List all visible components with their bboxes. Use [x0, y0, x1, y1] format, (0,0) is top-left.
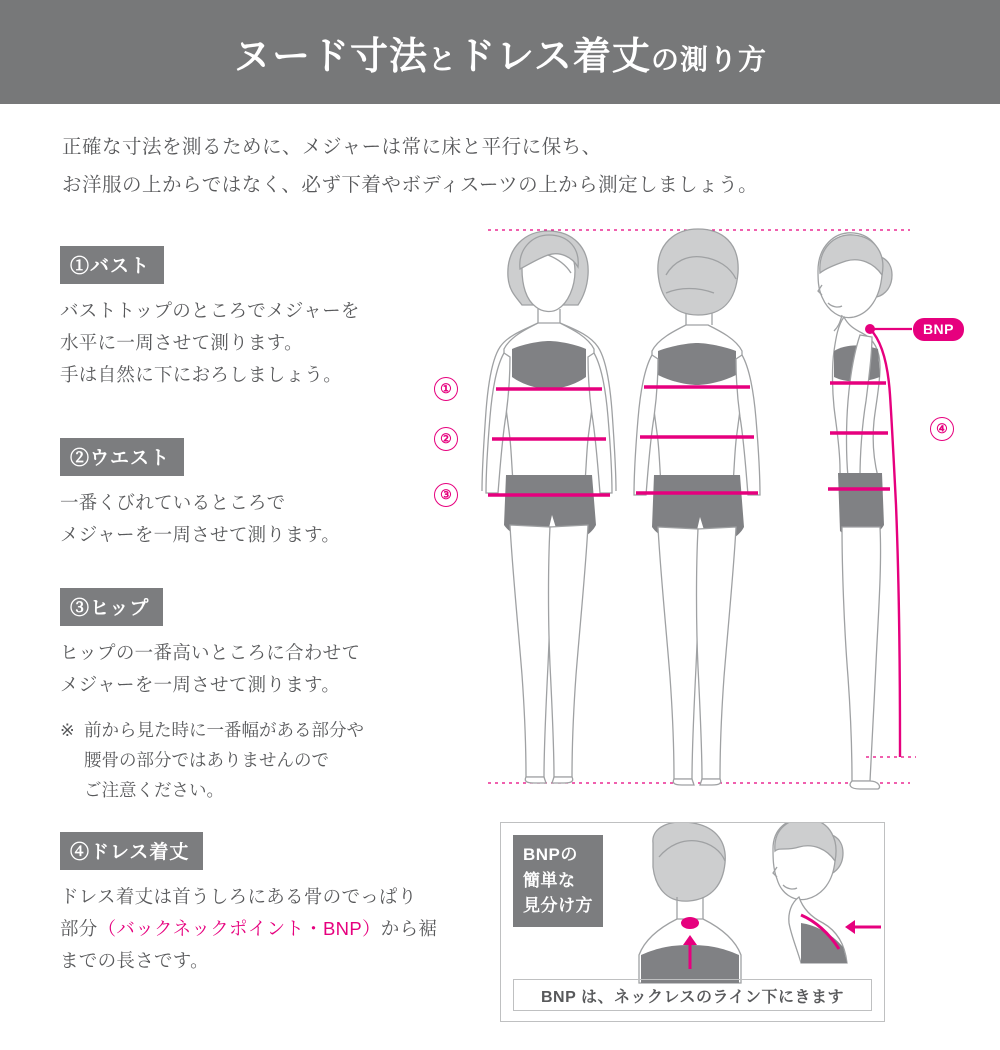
bnp-callout-tag-line-3: 見分け方 [523, 896, 593, 915]
section-dress-length-label: ④ドレス着丈 [60, 832, 203, 870]
section-hip [60, 588, 490, 805]
section-waist-line-2: メジャーを一周させて測ります。 [60, 523, 341, 545]
section-dress-length-body [60, 881, 520, 976]
bnp-callout-tag-line-2: 簡単な [523, 870, 576, 890]
figure-side [818, 233, 892, 789]
section-dress-length-line-3: までの長さです。 [60, 949, 209, 971]
section-dress-length [60, 832, 490, 976]
section-hip-line-2: メジャーを一周させて測ります。 [60, 673, 341, 695]
marker-waist: ② [434, 427, 458, 451]
page-title-part-2: ドレス着丈 [457, 35, 651, 78]
section-bust-line-2: 水平に一周させて測ります。 [60, 331, 303, 353]
section-bust-line-1: バストトップのところでメジャーを [60, 300, 360, 321]
section-hip-label: ③ヒップ [60, 588, 163, 626]
bnp-label-badge: BNP [913, 318, 964, 341]
note-mark: ※ [60, 719, 75, 740]
marker-dress-length: ④ [930, 417, 954, 441]
figures-svg [430, 225, 970, 810]
section-hip-note-line-3: ご注意ください。 [84, 779, 224, 800]
bnp-callout-caption: BNP は、ネックレスのライン下にきます [513, 979, 872, 1011]
section-bust-body [60, 295, 490, 390]
section-hip-line-1: ヒップの一番高いところに合わせて [60, 642, 361, 663]
section-dress-length-bnp-term: （バックネックポイント・BNP） [97, 917, 381, 939]
marker-bust: ① [434, 377, 458, 401]
section-waist-body [60, 487, 490, 551]
section-waist-label: ②ウエスト [60, 438, 184, 476]
intro-text [62, 128, 942, 204]
section-bust-line-3: 手は自然に下におろしましょう。 [60, 363, 343, 385]
bnp-side-view [773, 823, 881, 963]
section-dress-length-line-1: ドレス着丈は首うしろにある骨のでっぱり [60, 886, 417, 907]
page-header [0, 0, 1000, 104]
bnp-callout-tag-line-1: BNPの [523, 845, 578, 864]
page-title-part-1: ヌード寸法 [233, 35, 429, 78]
intro-line-1: 正確な寸法を測るために、メジャーは常に床と平行に保ち、 [62, 136, 602, 158]
section-hip-note-line-1: 前から見た時に一番幅がある部分や [84, 719, 364, 740]
section-waist [60, 438, 490, 551]
section-bust [60, 246, 490, 390]
bnp-callout-box [500, 822, 885, 1022]
figure-back [634, 229, 760, 785]
section-hip-note [60, 715, 490, 805]
intro-line-2: お洋服の上からではなく、必ず下着やボディスーツの上から測定しましょう。 [62, 174, 759, 197]
page-title-conjunction: と [428, 43, 458, 75]
page-title [233, 25, 767, 80]
section-waist-line-1: 一番くびれているところで [60, 492, 286, 513]
body-figures-illustration [430, 225, 970, 810]
section-hip-note-line-2: 腰骨の部分ではありませんので [84, 749, 329, 770]
section-dress-length-line-2b: から裾 [380, 917, 438, 939]
section-bust-label: ①バスト [60, 246, 164, 284]
bnp-back-view [639, 823, 741, 983]
section-hip-body [60, 637, 490, 701]
marker-hip: ③ [434, 483, 458, 507]
page-title-tail: の測り方 [650, 43, 767, 75]
section-dress-length-line-2a: 部分 [60, 917, 98, 939]
figure-front [482, 231, 616, 783]
